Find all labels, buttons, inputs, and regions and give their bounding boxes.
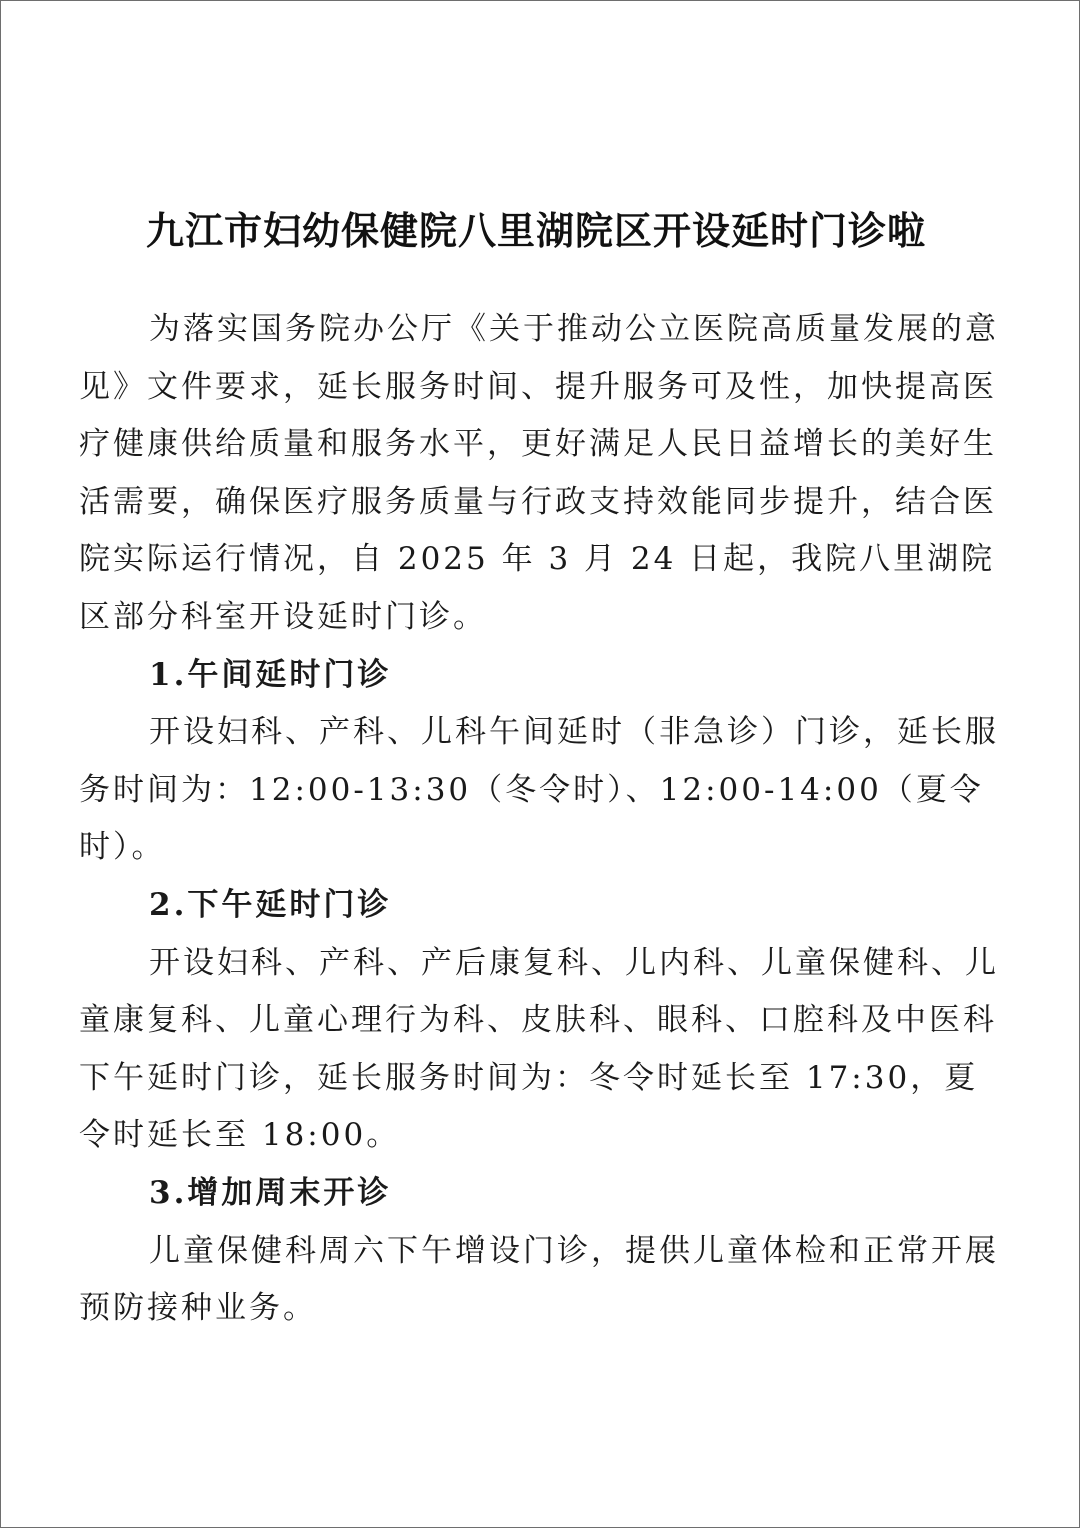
section-text-weekend: 儿童保健科周六下午增设门诊，提供儿童体检和正常开展预防接种业务。 [79, 1232, 999, 1327]
document-body [79, 301, 1011, 1338]
section-heading-afternoon: 2.下午延时门诊 [149, 886, 392, 923]
section-text-noon: 开设妇科、产科、儿科午间延时（非急诊）门诊，延长服务时间为：12:00-13:30（冬令时）、12:00-14:00（夏令时）。 [79, 714, 999, 866]
document-title: 九江市妇幼保健院八里湖院区开设延时门诊啦 [145, 208, 926, 253]
section-text-afternoon: 开设妇科、产科、产后康复科、儿内科、儿童保健科、儿童康复科、儿童心理行为科、皮肤科、眼科、口腔科及中医科下午延时门诊，延长服务时间为：冬令时延长至 17:30，夏令时延长至 18:00。 [79, 944, 999, 1154]
intro-paragraph: 为落实国务院办公厅《关于推动公立医院高质量发展的意见》文件要求，延长服务时间、提升服务可及性，加快提高医疗健康供给质量和服务水平，更好满足人民日益增长的美好生活需要，确保医疗服务质量与行政支持效能同步提升，结合医院实际运行情况，自 2025 年 3 月 24 日起，我院八里湖院区部分科室开设延时门诊。 [79, 311, 999, 635]
section-heading-weekend: 3.增加周末开诊 [149, 1174, 392, 1211]
section-heading-noon: 1.午间延时门诊 [149, 656, 392, 693]
